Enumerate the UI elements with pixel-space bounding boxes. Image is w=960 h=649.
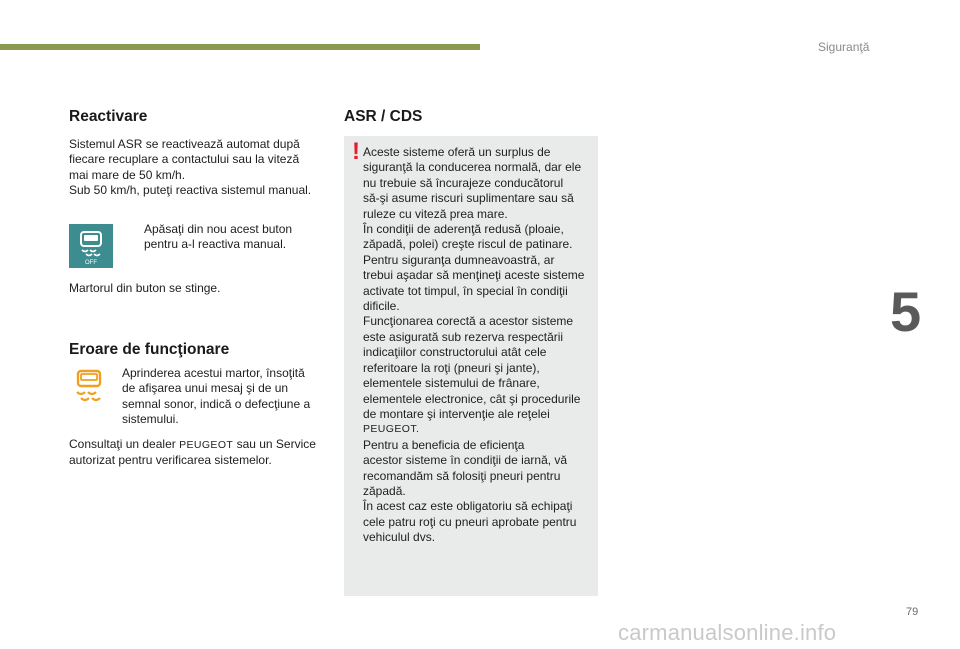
reactivare-note: Martorul din buton se stinge. <box>69 281 221 295</box>
warning-exclamation-icon: ! <box>352 138 360 165</box>
header-accent-bar <box>0 44 480 50</box>
brand-name: PEUGEOT <box>179 439 234 451</box>
eroare-heading: Eroare de funcţionare <box>69 341 230 358</box>
eroare-consult: Consultaţi un dealer PEUGEOT sau un Service autorizat pentru verificarea sistemelor. <box>69 437 316 468</box>
reactivare-instruction: Apăsaţi din nou acest buton pentru a-l reactiva manual. <box>144 222 293 252</box>
esp-off-button-icon <box>69 224 113 268</box>
reactivare-paragraph: Sistemul ASR se reactivează automat după fiecare recuplare a contactului sau la viteză mai mare de 50 km/h. Sub 50 km/h, puteţi reactiva sistemul manual. <box>69 137 312 198</box>
esp-off-label: OFF <box>85 260 97 266</box>
chapter-number: 5 <box>890 280 922 343</box>
section-title: Siguranţă <box>818 40 870 54</box>
warning-note-text: Aceste sisteme oferă un surplus de siguranţă la conducerea normală, dar ele nu trebuie să încurajeze conducătorul să-şi asume riscuri suplimentare sau să ruleze cu viteză prea mare. În condiţii de aderenţă redusă (ploaie, zăpadă, polei) creşte riscul de patinare. Pentru siguranţa dumneavoastră, ar trebui aşadar să menţineţi aceste sisteme activate tot timpul, în special în condiţii dificile. Funcţionarea corectă a acestor sisteme este asigurată sub rezerva respectării indicaţiilor constructorului atât cele referitoare la roţi (pneuri şi jante), elementele sistemului de frânare, elementele electronice, cât şi procedurile de montare şi intervenţie ale reţelei PEUGEOT. Pentru a beneficia de eficienţa acestor sisteme în condiţii de iarnă, vă recomandăm să folosiţi pneuri pentru zăpadă. În acest caz este obligatoriu să echipaţi cele patru roţi cu pneuri aprobate pentru vehiculul dvs. <box>363 145 585 545</box>
asr-cds-heading: ASR / CDS <box>344 108 423 125</box>
watermark-text: carmanualsonline.info <box>618 620 837 645</box>
esp-warning-lamp-icon <box>71 368 107 404</box>
brand-name: PEUGEOT. <box>363 423 420 436</box>
reactivare-heading: Reactivare <box>69 108 148 125</box>
eroare-paragraph: Aprinderea acestui martor, însoţită de afişarea unui mesaj şi de un semnal sonor, indică o defecţiune a sistemului. <box>122 366 311 427</box>
page-number: 79 <box>906 606 919 618</box>
